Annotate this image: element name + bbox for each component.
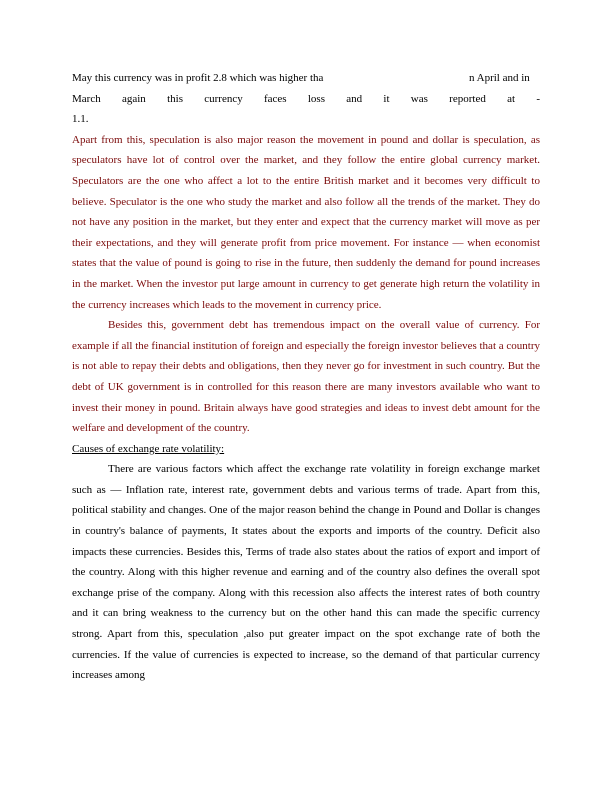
causes-paragraph: There are various factors which affect the exchange rate volatility in foreign exchange market such as — Inflation rate, interest rate, government debts and various terms of trade. Apart from this, political stability and changes. One of the major reason behind the change in Pound and Dollar is changes in country's balance of payments, It states about the exports and imports of the country. Deficit also impacts these currencies. Besides this, Terms of trade also states about the ratios of export and import of the country. Along with this higher revenue and earning and of the country also defines the overall spot exchange prise of the company. Along with this recession also affects the interest rates of both country and it can bring weakness to the currency but on the other hand this can made the specific currency strong. Apart from this, speculation ,also put greater impact on the spot exchange rate of both the currencies. If the value of currencies is expected to increase, so the demand of that particular currency increases among bbox=[72, 463, 540, 682]
intro-line-1-left: May this currency was in profit 2.8 which was higher tha bbox=[72, 72, 324, 84]
intro-line-1-right: n April and in bbox=[469, 72, 530, 84]
section-heading: Causes of exchange rate volatility: bbox=[72, 442, 225, 455]
speculation-paragraph: Apart from this, speculation is also major reason the movement in pound and dollar is speculation, as speculators have lot of control over the market, and they follow the entire global currency market. Speculators are the one who affect a lot to the entire British market and it becomes very difficult to believe. Speculator is the one who study the market and also follow all the trends of the market. They do not have any position in the market, but they enter and expect that the currency market will move as per their expectations, and they will generate profit from price movement. For instance — when economist states that the value of pound is going to rise in the future, then suddenly the demand for pound increases in the market. When the investor put large amount in currency to get generate high return the volatility in the currency increases which leads to the movement in currency price. bbox=[72, 133, 540, 311]
intro-line-2: March again this currency faces loss and it was reported at - bbox=[72, 92, 540, 105]
intro-line-1 bbox=[72, 68, 540, 89]
government-debt-paragraph: Besides this, government debt has tremendous impact on the overall value of currency. For example if all the financial institution of foreign and especially the foreign investor believes that a country is not able to repay their debts and obligations, then they never go for investment in such country. But the debt of UK government is in controlled for this reason there are many investors available who want to invest their money in pound. Britain always have good strategies and ideas to invest debt amount for the welfare and development of the country. bbox=[72, 319, 540, 435]
intro-line-3: 1.1. bbox=[72, 113, 89, 126]
document-page bbox=[72, 68, 540, 686]
